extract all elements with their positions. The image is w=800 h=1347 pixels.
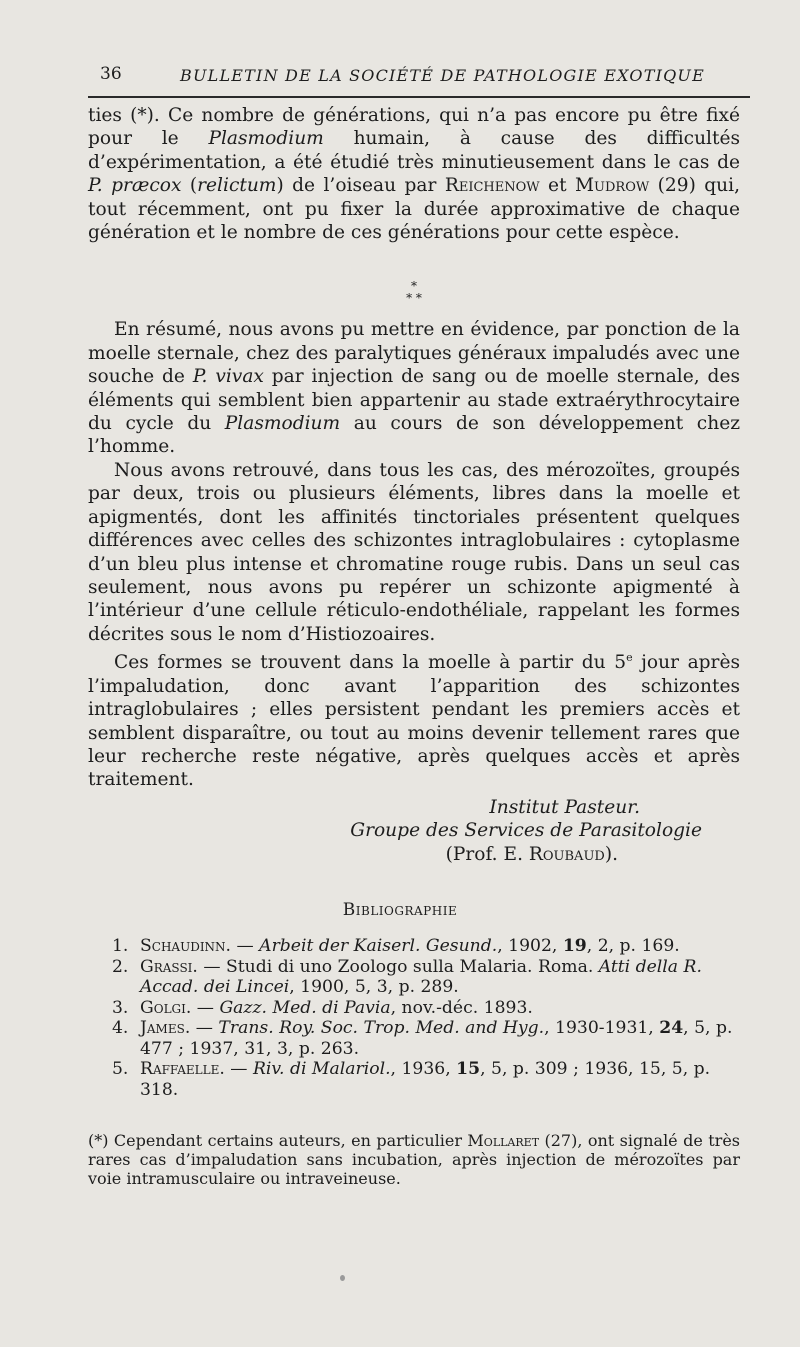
running-title: BULLETIN DE LA SOCIÉTÉ DE PATHOLOGIE EXOTIQUE xyxy=(180,66,705,85)
page-header xyxy=(90,64,750,94)
footnote: (*) Cependant certains auteurs, en particulier Mollaret (27), ont signalé de très rares cas d’impaludation sans incubation, après injection de mérozoïtes par voie intramusculaire ou intraveineuse. xyxy=(88,1131,741,1188)
paragraph-2: En résumé, nous avons pu mettre en évidence, par ponction de la moelle sternale, chez des paralytiques généraux impaludés avec une souche de P. vivax par injection de sang ou de moelle sternale, des éléments qui semblent bien appartenir au stade extraérythrocytaire du cycle du Plasmodium au cours de son développement chez l’homme. xyxy=(88,319,740,458)
paragraph-1: ties (*). Ce nombre de générations, qui n’a pas encore pu être fixé pour le Plasmodium humain, à cause des difficultés d’expérimentation, a été étudié très minutieusement dans le cas de P. præcox (relictum) de l’oiseau par Reichenow et Mudrow (29) qui, tout récemment, ont pu fixer la durée approximative de chaque génération et le nombre de ces générations pour cette espèce. xyxy=(88,105,741,244)
main-text xyxy=(88,104,740,866)
signature-professor: (Prof. E. Roubaud). xyxy=(445,843,618,865)
paper-speck xyxy=(340,1275,345,1281)
signature-institute: Institut Pasteur. xyxy=(489,796,640,818)
header-rule xyxy=(88,96,750,98)
paragraph-3: Nous avons retrouvé, dans tous les cas, des mérozoïtes, groupés par deux, trois ou plusieurs éléments, libres dans la moelle et apigmentés, dont les affinités tinctoriales présentent quelques différences avec celles des schizontes intraglobulaires : cytoplasme d’un bleu plus intense et chromatine rouge rubis. Dans un seul cas seulement, nous avons pu repérer un schizonte apigmenté à l’intérieur d’une cellule réticulo-endothéliale, rappelant les formes décrites sous le nom d’Histiozoaires. xyxy=(88,459,740,645)
bibliography-entry: 5. Raffaelle. — Riv. di Malariol., 1936, 15, 5, p. 309 ; 1936, 15, 5, p. 318. xyxy=(112,1059,711,1100)
page-number: 36 xyxy=(100,64,122,84)
bibliography-entry: 4. James. — Trans. Roy. Soc. Trop. Med. and Hyg., 1930-1931, 24, 5, p. 477 ; 1937, 31, 3, p. 263. xyxy=(112,1018,733,1059)
bibliography-entry: 2. Grassi. — Studi di uno Zoologo sulla Malaria. Roma. Atti della R. Accad. dei Lincei, 1900, 5, 3, p. 289. xyxy=(112,956,702,997)
bibliography-list xyxy=(112,936,744,1100)
bibliography-entry: 3. Golgi. — Gazz. Med. di Pavia, nov.-déc. 1893. xyxy=(112,997,533,1018)
section-asterisms: * * * xyxy=(406,279,422,306)
signature-block xyxy=(88,796,740,866)
paragraph-4: Ces formes se trouvent dans la moelle à partir du 5e jour après l’impaludation, donc avant l’apparition des schizontes intraglobulaires ; elles persistent pendant les premiers accès et semblent disparaître, ou tout au moins devenir tellement rares que leur recherche reste négative, après quelques accès et après traitement. xyxy=(88,651,740,791)
signature-group: Groupe des Services de Parasitologie xyxy=(350,820,702,842)
bibliography-entry: 1. Schaudinn. — Arbeit der Kaiserl. Gesund., 1902, 19, 2, p. 169. xyxy=(112,936,680,956)
bibliography-title: Bibliographie xyxy=(342,900,458,920)
